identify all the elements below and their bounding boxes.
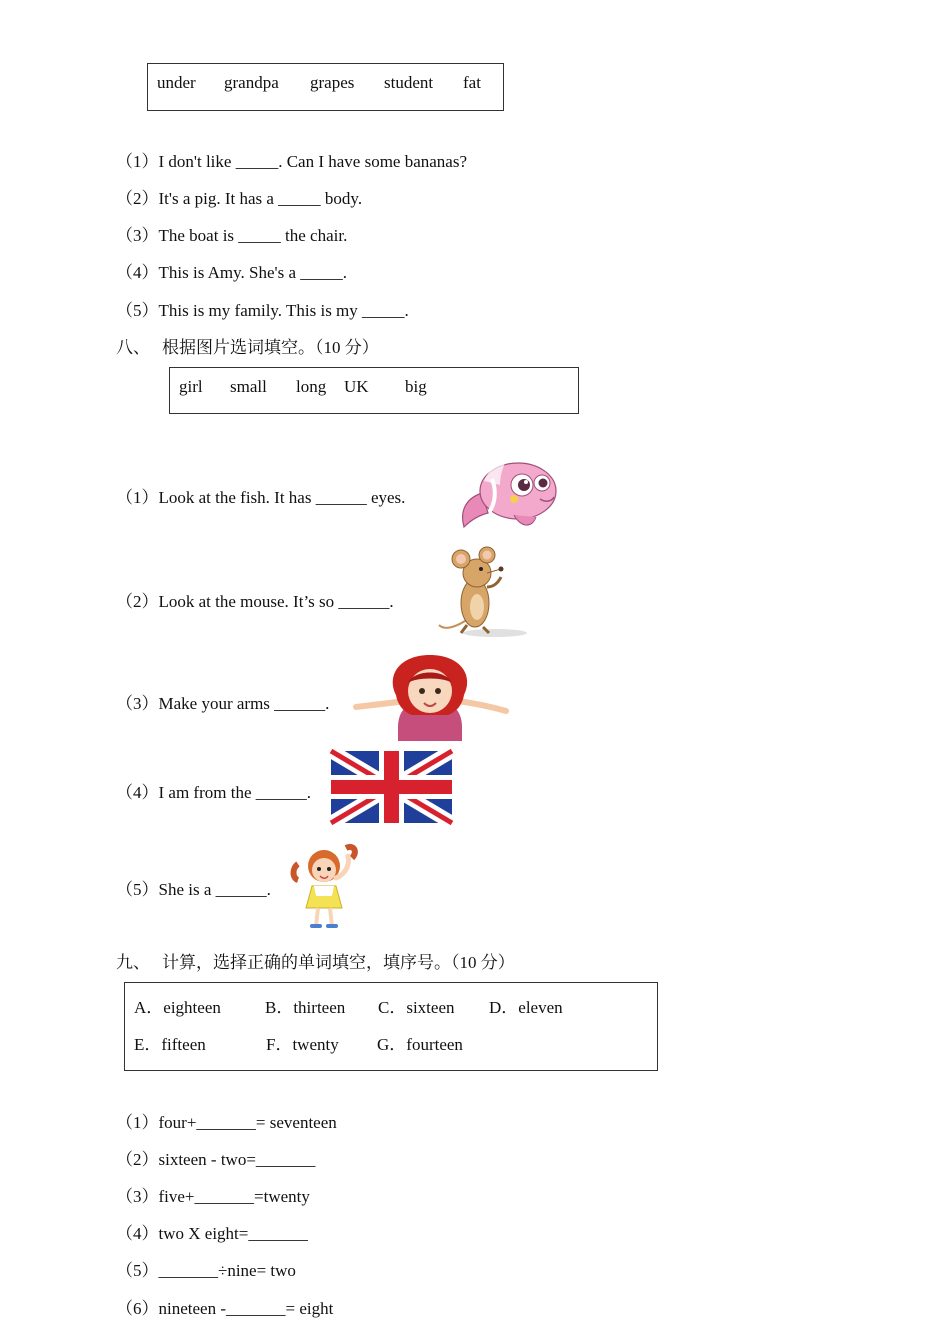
section-9-title: 计算，选择正确的单词填空，填序号。（10 分） (162, 953, 515, 972)
s8-question-5: （5）She is a ______. (116, 880, 271, 899)
s9-question-5: （5）_______÷nine= two (116, 1261, 296, 1280)
word-bank-1-item: grandpa (224, 73, 279, 92)
s7-question-3: （3）The boat is _____ the chair. (116, 226, 348, 245)
s8-question-3: （3）Make your arms ______. (116, 694, 330, 713)
s7-question-1: （1）I don't like _____. Can I have some bananas? (116, 152, 468, 171)
option-item: D．eleven (489, 998, 563, 1017)
section-8-title: 根据图片选词填空。（10 分） (162, 338, 379, 357)
s9-question-6: （6）nineteen -_______= eight (116, 1299, 334, 1318)
section-9-heading (116, 948, 515, 973)
option-item: B．thirteen (265, 998, 346, 1017)
s9-question-3: （3）five+_______=twenty (116, 1187, 310, 1206)
option-item: A．eighteen (134, 998, 221, 1017)
little-girl-icon (290, 838, 360, 932)
uk-flag-icon (331, 751, 452, 823)
s7-question-4: （4）This is Amy. She's a _____. (116, 263, 347, 282)
s9-question-2: （2）sixteen - two=_______ (116, 1150, 316, 1169)
s8-question-4: （4）I am from the ______. (116, 783, 311, 802)
mouse-icon (437, 547, 529, 641)
section-9-number: 九、 (116, 953, 150, 972)
option-item: F．twenty (266, 1035, 339, 1054)
word-bank-1-item: grapes (310, 73, 355, 92)
word-bank-1-item: under (157, 73, 196, 92)
fish-icon (460, 453, 564, 533)
word-bank-2-item: girl (179, 377, 203, 396)
section-8-heading (116, 333, 379, 358)
section-8-number: 八、 (116, 338, 150, 357)
option-item: C．sixteen (378, 998, 455, 1017)
option-item: G．fourteen (377, 1035, 463, 1054)
word-bank-2-item: small (230, 377, 267, 396)
option-item: E．fifteen (134, 1035, 206, 1054)
word-bank-1-item: student (384, 73, 434, 92)
word-bank-2-item: big (405, 377, 427, 396)
word-bank-2-item: long (296, 377, 327, 396)
s9-question-1: （1）four+_______= seventeen (116, 1113, 337, 1132)
girl-arms-out-icon (352, 655, 510, 741)
word-bank-1-item: fat (463, 73, 481, 92)
s7-question-5: （5）This is my family. This is my _____. (116, 301, 409, 320)
s9-question-4: （4）two X eight=_______ (116, 1224, 308, 1243)
s8-question-1: （1）Look at the fish. It has ______ eyes. (116, 488, 406, 507)
word-bank-2-item: UK (344, 377, 369, 396)
s7-question-2: （2）It's a pig. It has a _____ body. (116, 189, 363, 208)
s8-question-2: （2）Look at the mouse. It’s so ______. (116, 592, 394, 611)
